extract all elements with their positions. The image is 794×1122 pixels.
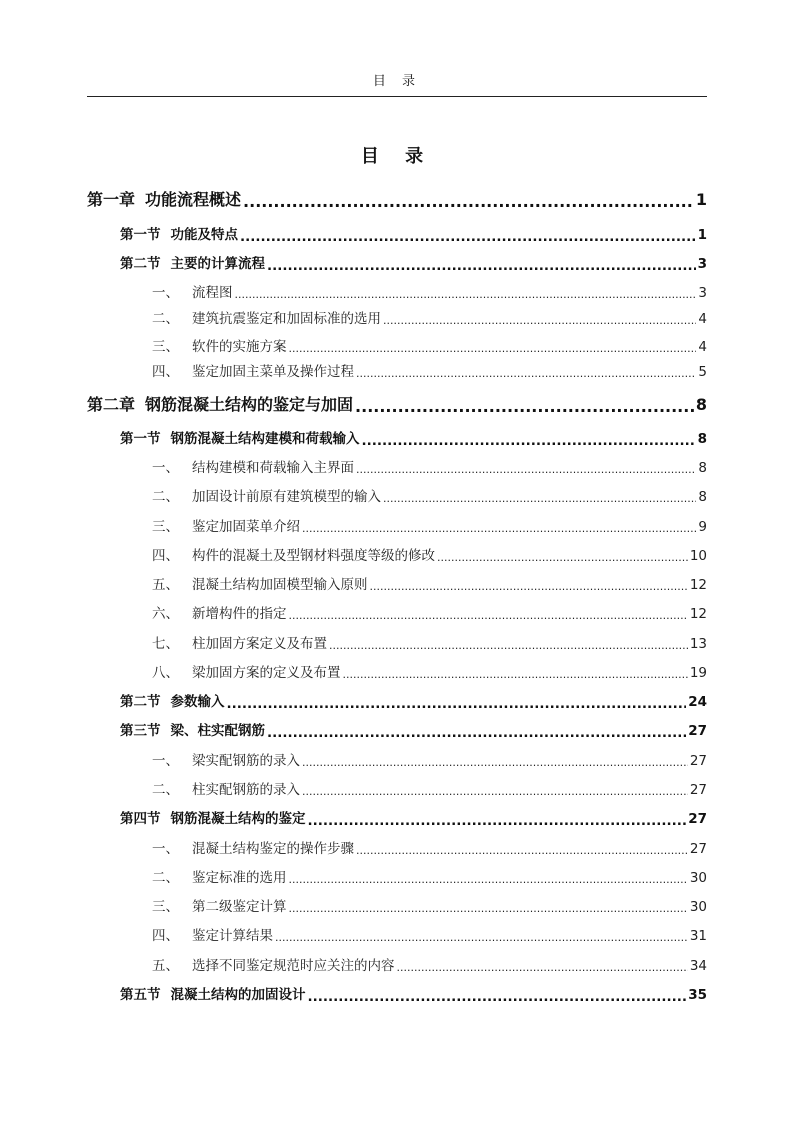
toc-section[interactable] bbox=[120, 254, 707, 274]
toc-subsection[interactable] bbox=[152, 487, 707, 507]
section-number: 第五节 bbox=[120, 987, 161, 1003]
page-number: 10 bbox=[689, 548, 707, 564]
leader-dots bbox=[302, 758, 688, 772]
toc-subsection[interactable] bbox=[152, 517, 707, 537]
toc-subsection[interactable] bbox=[152, 283, 707, 303]
page-number: 1 bbox=[695, 190, 707, 209]
section-title: 钢筋混凝土结构的鉴定 bbox=[170, 811, 306, 827]
subsection-number: 五、 bbox=[152, 958, 179, 974]
toc-subsection[interactable] bbox=[152, 604, 707, 624]
toc-chapter[interactable] bbox=[87, 188, 707, 212]
chapter-title: 钢筋混凝土结构的鉴定与加固 bbox=[145, 395, 354, 414]
section-number: 第二节 bbox=[120, 256, 161, 272]
section-title: 钢筋混凝土结构建模和荷载输入 bbox=[170, 431, 360, 447]
page-number: 9 bbox=[698, 519, 707, 535]
page-header bbox=[87, 72, 707, 97]
subsection-number: 一、 bbox=[152, 841, 179, 857]
toc-subsection[interactable] bbox=[152, 663, 707, 683]
toc-section[interactable] bbox=[120, 985, 707, 1005]
subsection-title: 混凝土结构鉴定的操作步骤 bbox=[192, 841, 354, 857]
leader-dots bbox=[240, 232, 696, 246]
toc-subsection[interactable] bbox=[152, 458, 707, 478]
toc-subsection[interactable] bbox=[152, 926, 707, 946]
subsection-title: 柱加固方案定义及布置 bbox=[192, 636, 327, 652]
leader-dots bbox=[356, 846, 688, 860]
leader-dots bbox=[308, 992, 687, 1006]
subsection-title: 鉴定加固菜单介绍 bbox=[192, 519, 300, 535]
page-number: 8 bbox=[698, 489, 707, 505]
leader-dots bbox=[267, 261, 696, 275]
toc-subsection[interactable] bbox=[152, 897, 707, 917]
leader-dots bbox=[383, 316, 696, 330]
chapter-number: 第二章 bbox=[87, 395, 136, 414]
leader-dots bbox=[383, 494, 696, 508]
page-number: 4 bbox=[698, 339, 707, 355]
page-number: 19 bbox=[689, 665, 707, 681]
subsection-number: 四、 bbox=[152, 364, 179, 380]
subsection-number: 一、 bbox=[152, 285, 179, 301]
leader-dots bbox=[362, 436, 696, 450]
subsection-number: 二、 bbox=[152, 782, 179, 798]
page-number: 8 bbox=[698, 460, 707, 476]
subsection-number: 七、 bbox=[152, 636, 179, 652]
section-number: 第一节 bbox=[120, 227, 161, 243]
subsection-title: 构件的混凝土及型钢材料强度等级的修改 bbox=[192, 548, 435, 564]
page-number: 8 bbox=[697, 431, 707, 447]
page-number: 8 bbox=[695, 395, 707, 414]
leader-dots bbox=[235, 290, 697, 304]
leader-dots bbox=[275, 933, 688, 947]
page-number: 12 bbox=[689, 606, 707, 622]
section-number: 第三节 bbox=[120, 723, 161, 739]
header-title: 目 录 bbox=[372, 74, 422, 89]
subsection-title: 鉴定计算结果 bbox=[192, 928, 273, 944]
subsection-number: 四、 bbox=[152, 548, 179, 564]
toc-section[interactable] bbox=[120, 809, 707, 829]
subsection-number: 一、 bbox=[152, 753, 179, 769]
section-title: 混凝土结构的加固设计 bbox=[170, 987, 306, 1003]
page-number: 3 bbox=[698, 285, 707, 301]
toc-subsection[interactable] bbox=[152, 546, 707, 566]
section-number: 第二节 bbox=[120, 694, 161, 710]
section-number: 第四节 bbox=[120, 811, 161, 827]
subsection-number: 二、 bbox=[152, 489, 179, 505]
leader-dots bbox=[308, 816, 687, 830]
page-number: 1 bbox=[697, 227, 707, 243]
subsection-title: 结构建模和荷载输入主界面 bbox=[192, 460, 354, 476]
subsection-title: 混凝土结构加固模型输入原则 bbox=[192, 577, 368, 593]
page-number: 35 bbox=[688, 987, 707, 1003]
page-number: 31 bbox=[689, 928, 707, 944]
page-number: 27 bbox=[689, 753, 707, 769]
toc-section[interactable] bbox=[120, 692, 707, 712]
subsection-number: 二、 bbox=[152, 870, 179, 886]
page-number: 27 bbox=[688, 723, 707, 739]
subsection-number: 一、 bbox=[152, 460, 179, 476]
subsection-title: 加固设计前原有建筑模型的输入 bbox=[192, 489, 381, 505]
leader-dots bbox=[370, 582, 688, 596]
subsection-title: 柱实配钢筋的录入 bbox=[192, 782, 300, 798]
toc-subsection[interactable] bbox=[152, 956, 707, 976]
toc-subsection[interactable] bbox=[152, 309, 707, 329]
subsection-title: 新增构件的指定 bbox=[192, 606, 287, 622]
toc-section[interactable] bbox=[120, 721, 707, 741]
page-number: 27 bbox=[689, 841, 707, 857]
toc-subsection[interactable] bbox=[152, 634, 707, 654]
subsection-title: 第二级鉴定计算 bbox=[192, 899, 287, 915]
page-number: 24 bbox=[688, 694, 707, 710]
document-title: 目 录 bbox=[360, 146, 434, 167]
toc-subsection[interactable] bbox=[152, 780, 707, 800]
toc-subsection[interactable] bbox=[152, 868, 707, 888]
toc-subsection[interactable] bbox=[152, 751, 707, 771]
subsection-number: 八、 bbox=[152, 665, 179, 681]
leader-dots bbox=[267, 728, 686, 742]
subsection-title: 软件的实施方案 bbox=[192, 339, 287, 355]
leader-dots bbox=[227, 699, 687, 713]
page-number: 30 bbox=[689, 870, 707, 886]
leader-dots bbox=[437, 553, 688, 567]
subsection-title: 流程图 bbox=[192, 285, 233, 301]
leader-dots bbox=[343, 670, 688, 684]
toc-section[interactable] bbox=[120, 225, 707, 245]
section-title: 梁、柱实配钢筋 bbox=[170, 723, 265, 739]
subsection-number: 二、 bbox=[152, 311, 179, 327]
subsection-title: 建筑抗震鉴定和加固标准的选用 bbox=[192, 311, 381, 327]
section-title: 参数输入 bbox=[170, 694, 225, 710]
leader-dots bbox=[329, 641, 688, 655]
subsection-number: 三、 bbox=[152, 339, 179, 355]
chapter-title: 功能流程概述 bbox=[145, 190, 242, 209]
subsection-number: 五、 bbox=[152, 577, 179, 593]
page-number: 34 bbox=[689, 958, 707, 974]
leader-dots bbox=[302, 787, 688, 801]
page-number: 5 bbox=[698, 364, 707, 380]
page-number: 13 bbox=[689, 636, 707, 652]
leader-dots bbox=[289, 904, 688, 918]
toc-subsection[interactable] bbox=[152, 575, 707, 595]
page-number: 3 bbox=[697, 256, 707, 272]
toc-subsection[interactable] bbox=[152, 362, 707, 382]
leader-dots bbox=[302, 524, 696, 538]
leader-dots bbox=[289, 875, 688, 889]
subsection-number: 三、 bbox=[152, 899, 179, 915]
toc-subsection[interactable] bbox=[152, 839, 707, 859]
section-number: 第一节 bbox=[120, 431, 161, 447]
page-number: 12 bbox=[689, 577, 707, 593]
page-number: 27 bbox=[688, 811, 707, 827]
leader-dots bbox=[356, 369, 696, 383]
toc-subsection[interactable] bbox=[152, 337, 707, 357]
subsection-title: 选择不同鉴定规范时应关注的内容 bbox=[192, 958, 395, 974]
subsection-number: 六、 bbox=[152, 606, 179, 622]
leader-dots bbox=[243, 196, 694, 212]
leader-dots bbox=[356, 465, 696, 479]
leader-dots bbox=[397, 963, 688, 977]
page-number: 4 bbox=[698, 311, 707, 327]
toc-chapter[interactable] bbox=[87, 393, 707, 417]
subsection-title: 梁加固方案的定义及布置 bbox=[192, 665, 341, 681]
subsection-number: 三、 bbox=[152, 519, 179, 535]
toc-section[interactable] bbox=[120, 429, 707, 449]
page-number: 30 bbox=[689, 899, 707, 915]
leader-dots bbox=[289, 344, 697, 358]
subsection-number: 四、 bbox=[152, 928, 179, 944]
leader-dots bbox=[289, 611, 688, 625]
subsection-title: 鉴定标准的选用 bbox=[192, 870, 287, 886]
subsection-title: 梁实配钢筋的录入 bbox=[192, 753, 300, 769]
section-title: 主要的计算流程 bbox=[170, 256, 265, 272]
section-title: 功能及特点 bbox=[170, 227, 238, 243]
leader-dots bbox=[355, 401, 694, 417]
chapter-number: 第一章 bbox=[87, 190, 136, 209]
page-number: 27 bbox=[689, 782, 707, 798]
subsection-title: 鉴定加固主菜单及操作过程 bbox=[192, 364, 354, 380]
